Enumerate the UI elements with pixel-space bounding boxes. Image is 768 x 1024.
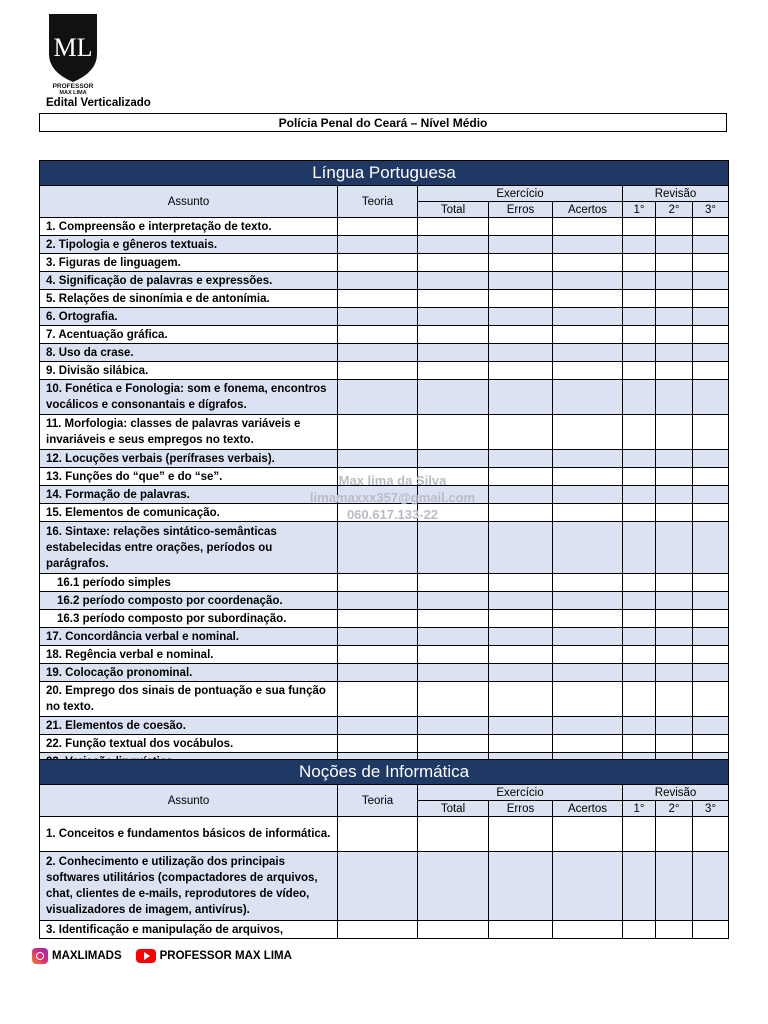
total-cell[interactable] [418,326,489,344]
revisao-1-cell[interactable] [623,682,656,717]
col-total: Total [418,202,489,218]
revisao-3-cell[interactable] [693,344,729,362]
acertos-cell[interactable] [553,468,623,486]
revisao-1-cell[interactable] [623,218,656,236]
logo-caption-2: MAX LIMA [59,90,87,94]
revisao-1-cell[interactable] [623,522,656,574]
watermark-doc: 060.617.133-22 [346,507,439,522]
erros-cell[interactable] [489,362,553,380]
erros-cell[interactable] [489,272,553,290]
revisao-1-cell[interactable] [623,308,656,326]
acertos-cell[interactable] [553,326,623,344]
erros-cell[interactable] [489,308,553,326]
row-subject: 7. Acentuação gráfica. [40,326,338,344]
revisao-1-cell[interactable] [623,717,656,735]
watermark [285,472,500,523]
teoria-cell[interactable] [338,272,418,290]
total-cell[interactable] [418,450,489,468]
row-subject: 4. Significação de palavras e expressões. [40,272,338,290]
revisao-2-cell[interactable] [656,272,693,290]
acertos-cell[interactable] [553,344,623,362]
revisao-1-cell[interactable] [623,664,656,682]
teoria-cell[interactable] [338,664,418,682]
total-cell[interactable] [418,380,489,415]
logo-monogram: ML [53,33,93,62]
row-subject: 16.3 período composto por subordinação. [40,610,338,628]
teoria-cell[interactable] [338,450,418,468]
revisao-2-cell[interactable] [656,362,693,380]
total-cell[interactable] [418,735,489,753]
row-subject: 16. Sintaxe: relações sintático-semânticas estabelecidas entre orações, períodos ou parágrafos. [40,522,338,574]
row-subject: 1. Compreensão e interpretação de texto. [40,218,338,236]
row-subject: 15. Elementos de comunicação. [40,504,338,522]
table-row [40,450,729,468]
table-row [40,415,729,450]
revisao-1-cell[interactable] [623,415,656,450]
acertos-cell[interactable] [553,218,623,236]
revisao-1-cell[interactable] [623,236,656,254]
table-row [40,380,729,415]
total-cell[interactable] [418,610,489,628]
row-subject: 17. Concordância verbal e nominal. [40,628,338,646]
revisao-3-cell[interactable] [693,272,729,290]
section-title: Noções de Informática [40,760,729,785]
erros-cell[interactable] [489,254,553,272]
revisao-3-cell[interactable] [693,380,729,415]
acertos-cell[interactable] [553,236,623,254]
table-row [40,852,729,921]
revisao-1-cell[interactable] [623,254,656,272]
watermark-name: Max lima da Silva [338,473,447,488]
acertos-cell[interactable] [553,646,623,664]
col-rev-3: 3° [693,801,729,817]
revisao-1-cell[interactable] [623,610,656,628]
col-erros: Erros [489,202,553,218]
revisao-1-cell[interactable] [623,468,656,486]
revisao-1-cell[interactable] [623,450,656,468]
row-subject: 12. Locuções verbais (perífrases verbais). [40,450,338,468]
teoria-cell[interactable] [338,628,418,646]
brand-logo [45,12,101,94]
erros-cell[interactable] [489,380,553,415]
revisao-3-cell[interactable] [693,735,729,753]
table-row [40,236,729,254]
footer-social [32,948,292,964]
row-subject: 16.2 período composto por coordenação. [40,592,338,610]
col-assunto: Assunto [40,186,338,218]
teoria-cell[interactable] [338,290,418,308]
teoria-cell[interactable] [338,522,418,574]
revisao-3-cell[interactable] [693,646,729,664]
revisao-3-cell[interactable] [693,254,729,272]
row-subject: 2. Tipologia e gêneros textuais. [40,236,338,254]
revisao-3-cell[interactable] [693,610,729,628]
table-row [40,921,729,939]
revisao-2-cell[interactable] [656,254,693,272]
acertos-cell[interactable] [553,852,623,921]
document-title: Polícia Penal do Ceará – Nível Médio [39,113,727,132]
table-row [40,717,729,735]
revisao-2-cell[interactable] [656,522,693,574]
total-cell[interactable] [418,218,489,236]
acertos-cell[interactable] [553,664,623,682]
row-subject: 1. Conceitos e fundamentos básicos de informática. [40,817,338,852]
table-row [40,272,729,290]
total-cell[interactable] [418,344,489,362]
row-subject: 9. Divisão silábica. [40,362,338,380]
erros-cell[interactable] [489,646,553,664]
revisao-3-cell[interactable] [693,486,729,504]
table-row [40,646,729,664]
total-cell[interactable] [418,852,489,921]
revisao-2-cell[interactable] [656,628,693,646]
youtube-icon[interactable] [136,949,156,963]
section-title: Língua Portuguesa [40,161,729,186]
erros-cell[interactable] [489,218,553,236]
row-subject: 6. Ortografia. [40,308,338,326]
revisao-3-cell[interactable] [693,362,729,380]
revisao-2-cell[interactable] [656,717,693,735]
revisao-3-cell[interactable] [693,504,729,522]
table-row [40,628,729,646]
teoria-cell[interactable] [338,646,418,664]
revisao-3-cell[interactable] [693,852,729,921]
total-cell[interactable] [418,272,489,290]
revisao-2-cell[interactable] [656,817,693,852]
revisao-3-cell[interactable] [693,664,729,682]
teoria-cell[interactable] [338,236,418,254]
col-total: Total [418,801,489,817]
watermark-email: limamaxxx357@gmail.com [309,490,476,505]
revisao-3-cell[interactable] [693,921,729,939]
table-row [40,682,729,717]
total-cell[interactable] [418,628,489,646]
row-subject: 18. Regência verbal e nominal. [40,646,338,664]
teoria-cell[interactable] [338,344,418,362]
acertos-cell[interactable] [553,504,623,522]
erros-cell[interactable] [489,817,553,852]
row-subject: 21. Elementos de coesão. [40,717,338,735]
erros-cell[interactable] [489,450,553,468]
revisao-1-cell[interactable] [623,592,656,610]
row-subject: 8. Uso da crase. [40,344,338,362]
revisao-2-cell[interactable] [656,415,693,450]
revisao-1-cell[interactable] [623,272,656,290]
teoria-cell[interactable] [338,326,418,344]
row-subject: 2. Conhecimento e utilização dos principais softwares utilitários (compactadores de arquivos, chat, clientes de e-mails, reprodutores de vídeo, visualizadores de imagem, antivírus). [40,852,338,921]
table-row [40,735,729,753]
col-acertos: Acertos [553,801,623,817]
revisao-3-cell[interactable] [693,308,729,326]
revisao-2-cell[interactable] [656,450,693,468]
col-exercicio: Exercício [418,785,623,801]
erros-cell[interactable] [489,628,553,646]
revisao-3-cell[interactable] [693,236,729,254]
acertos-cell[interactable] [553,362,623,380]
erros-cell[interactable] [489,326,553,344]
table-row [40,308,729,326]
row-subject: 16.1 período simples [40,574,338,592]
revisao-2-cell[interactable] [656,664,693,682]
teoria-cell[interactable] [338,254,418,272]
document-label: Edital Verticalizado [46,97,151,109]
revisao-3-cell[interactable] [693,522,729,574]
col-rev-2: 2° [656,801,693,817]
erros-cell[interactable] [489,735,553,753]
col-assunto: Assunto [40,785,338,817]
revisao-2-cell[interactable] [656,592,693,610]
revisao-2-cell[interactable] [656,610,693,628]
revisao-1-cell[interactable] [623,646,656,664]
col-revisao: Revisão [623,785,729,801]
acertos-cell[interactable] [553,380,623,415]
erros-cell[interactable] [489,344,553,362]
acertos-cell[interactable] [553,628,623,646]
table-row [40,664,729,682]
revisao-3-cell[interactable] [693,682,729,717]
row-subject: 13. Funções do “que” e do “se”. [40,468,338,486]
revisao-3-cell[interactable] [693,628,729,646]
row-subject: 22. Função textual dos vocábulos. [40,735,338,753]
revisao-1-cell[interactable] [623,921,656,939]
teoria-cell[interactable] [338,717,418,735]
revisao-3-cell[interactable] [693,218,729,236]
revisao-3-cell[interactable] [693,574,729,592]
acertos-cell[interactable] [553,735,623,753]
col-rev-3: 3° [693,202,729,218]
col-rev-1: 1° [623,801,656,817]
total-cell[interactable] [418,682,489,717]
revisao-2-cell[interactable] [656,468,693,486]
row-subject: 11. Morfologia: classes de palavras variáveis e invariáveis e seus empregos no texto. [40,415,338,450]
logo-caption: PROFESSOR [52,83,94,90]
revisao-2-cell[interactable] [656,852,693,921]
revisao-2-cell[interactable] [656,504,693,522]
table-row [40,326,729,344]
total-cell[interactable] [418,254,489,272]
youtube-channel[interactable]: PROFESSOR MAX LIMA [159,950,292,962]
teoria-cell[interactable] [338,921,418,939]
col-rev-1: 1° [623,202,656,218]
acertos-cell[interactable] [553,272,623,290]
erros-cell[interactable] [489,717,553,735]
teoria-cell[interactable] [338,852,418,921]
revisao-2-cell[interactable] [656,236,693,254]
teoria-cell[interactable] [338,682,418,717]
erros-cell[interactable] [489,592,553,610]
teoria-cell[interactable] [338,415,418,450]
table-row [40,592,729,610]
total-cell[interactable] [418,664,489,682]
acertos-cell[interactable] [553,415,623,450]
row-subject: 5. Relações de sinonímia e de antonímia. [40,290,338,308]
revisao-3-cell[interactable] [693,290,729,308]
table-row [40,574,729,592]
acertos-cell[interactable] [553,486,623,504]
revisao-2-cell[interactable] [656,486,693,504]
acertos-cell[interactable] [553,610,623,628]
table-row [40,610,729,628]
teoria-cell[interactable] [338,817,418,852]
revisao-3-cell[interactable] [693,415,729,450]
table-row [40,817,729,852]
acertos-cell[interactable] [553,592,623,610]
acertos-cell[interactable] [553,574,623,592]
acertos-cell[interactable] [553,254,623,272]
revisao-3-cell[interactable] [693,326,729,344]
erros-cell[interactable] [489,682,553,717]
teoria-cell[interactable] [338,362,418,380]
acertos-cell[interactable] [553,682,623,717]
acertos-cell[interactable] [553,308,623,326]
col-erros: Erros [489,801,553,817]
revisao-1-cell[interactable] [623,504,656,522]
teoria-cell[interactable] [338,308,418,326]
revisao-1-cell[interactable] [623,290,656,308]
total-cell[interactable] [418,308,489,326]
revisao-2-cell[interactable] [656,921,693,939]
col-teoria: Teoria [338,186,418,218]
revisao-3-cell[interactable] [693,717,729,735]
total-cell[interactable] [418,646,489,664]
revisao-3-cell[interactable] [693,817,729,852]
total-cell[interactable] [418,415,489,450]
teoria-cell[interactable] [338,380,418,415]
erros-cell[interactable] [489,415,553,450]
acertos-cell[interactable] [553,290,623,308]
revisao-2-cell[interactable] [656,218,693,236]
table-row [40,254,729,272]
total-cell[interactable] [418,522,489,574]
col-acertos: Acertos [553,202,623,218]
revisao-2-cell[interactable] [656,646,693,664]
row-subject: 14. Formação de palavras. [40,486,338,504]
revisao-2-cell[interactable] [656,735,693,753]
revisao-1-cell[interactable] [623,362,656,380]
total-cell[interactable] [418,290,489,308]
revisao-3-cell[interactable] [693,468,729,486]
revisao-1-cell[interactable] [623,486,656,504]
teoria-cell[interactable] [338,735,418,753]
row-subject: 3. Figuras de linguagem. [40,254,338,272]
row-subject: 20. Emprego dos sinais de pontuação e sua função no texto. [40,682,338,717]
revisao-1-cell[interactable] [623,735,656,753]
revisao-1-cell[interactable] [623,628,656,646]
revisao-2-cell[interactable] [656,344,693,362]
erros-cell[interactable] [489,574,553,592]
table-nocoes-informatica [39,759,729,939]
total-cell[interactable] [418,592,489,610]
erros-cell[interactable] [489,522,553,574]
revisao-2-cell[interactable] [656,326,693,344]
erros-cell[interactable] [489,610,553,628]
revisao-1-cell[interactable] [623,380,656,415]
erros-cell[interactable] [489,852,553,921]
row-subject: 3. Identificação e manipulação de arquivos, [40,921,338,939]
col-rev-2: 2° [656,202,693,218]
revisao-1-cell[interactable] [623,326,656,344]
table-body [40,817,729,939]
teoria-cell[interactable] [338,574,418,592]
row-subject: 10. Fonética e Fonologia: som e fonema, encontros vocálicos e consonantais e dígrafos. [40,380,338,415]
table-row [40,344,729,362]
teoria-cell[interactable] [338,610,418,628]
revisao-1-cell[interactable] [623,852,656,921]
table-row [40,362,729,380]
row-subject: 19. Colocação pronominal. [40,664,338,682]
total-cell[interactable] [418,236,489,254]
acertos-cell[interactable] [553,522,623,574]
revisao-2-cell[interactable] [656,308,693,326]
erros-cell[interactable] [489,921,553,939]
total-cell[interactable] [418,574,489,592]
total-cell[interactable] [418,817,489,852]
teoria-cell[interactable] [338,218,418,236]
table-row [40,522,729,574]
total-cell[interactable] [418,921,489,939]
revisao-1-cell[interactable] [623,817,656,852]
erros-cell[interactable] [489,236,553,254]
table-row [40,218,729,236]
instagram-handle[interactable]: MAXLIMADS [52,950,122,962]
acertos-cell[interactable] [553,921,623,939]
erros-cell[interactable] [489,290,553,308]
acertos-cell[interactable] [553,817,623,852]
table-row [40,290,729,308]
revisao-2-cell[interactable] [656,682,693,717]
col-exercicio: Exercício [418,186,623,202]
total-cell[interactable] [418,362,489,380]
revisao-2-cell[interactable] [656,290,693,308]
revisao-3-cell[interactable] [693,592,729,610]
acertos-cell[interactable] [553,450,623,468]
total-cell[interactable] [418,717,489,735]
revisao-2-cell[interactable] [656,380,693,415]
teoria-cell[interactable] [338,592,418,610]
col-revisao: Revisão [623,186,729,202]
col-teoria: Teoria [338,785,418,817]
revisao-2-cell[interactable] [656,574,693,592]
revisao-1-cell[interactable] [623,344,656,362]
revisao-3-cell[interactable] [693,450,729,468]
acertos-cell[interactable] [553,717,623,735]
revisao-1-cell[interactable] [623,574,656,592]
instagram-icon[interactable] [32,948,48,964]
erros-cell[interactable] [489,664,553,682]
